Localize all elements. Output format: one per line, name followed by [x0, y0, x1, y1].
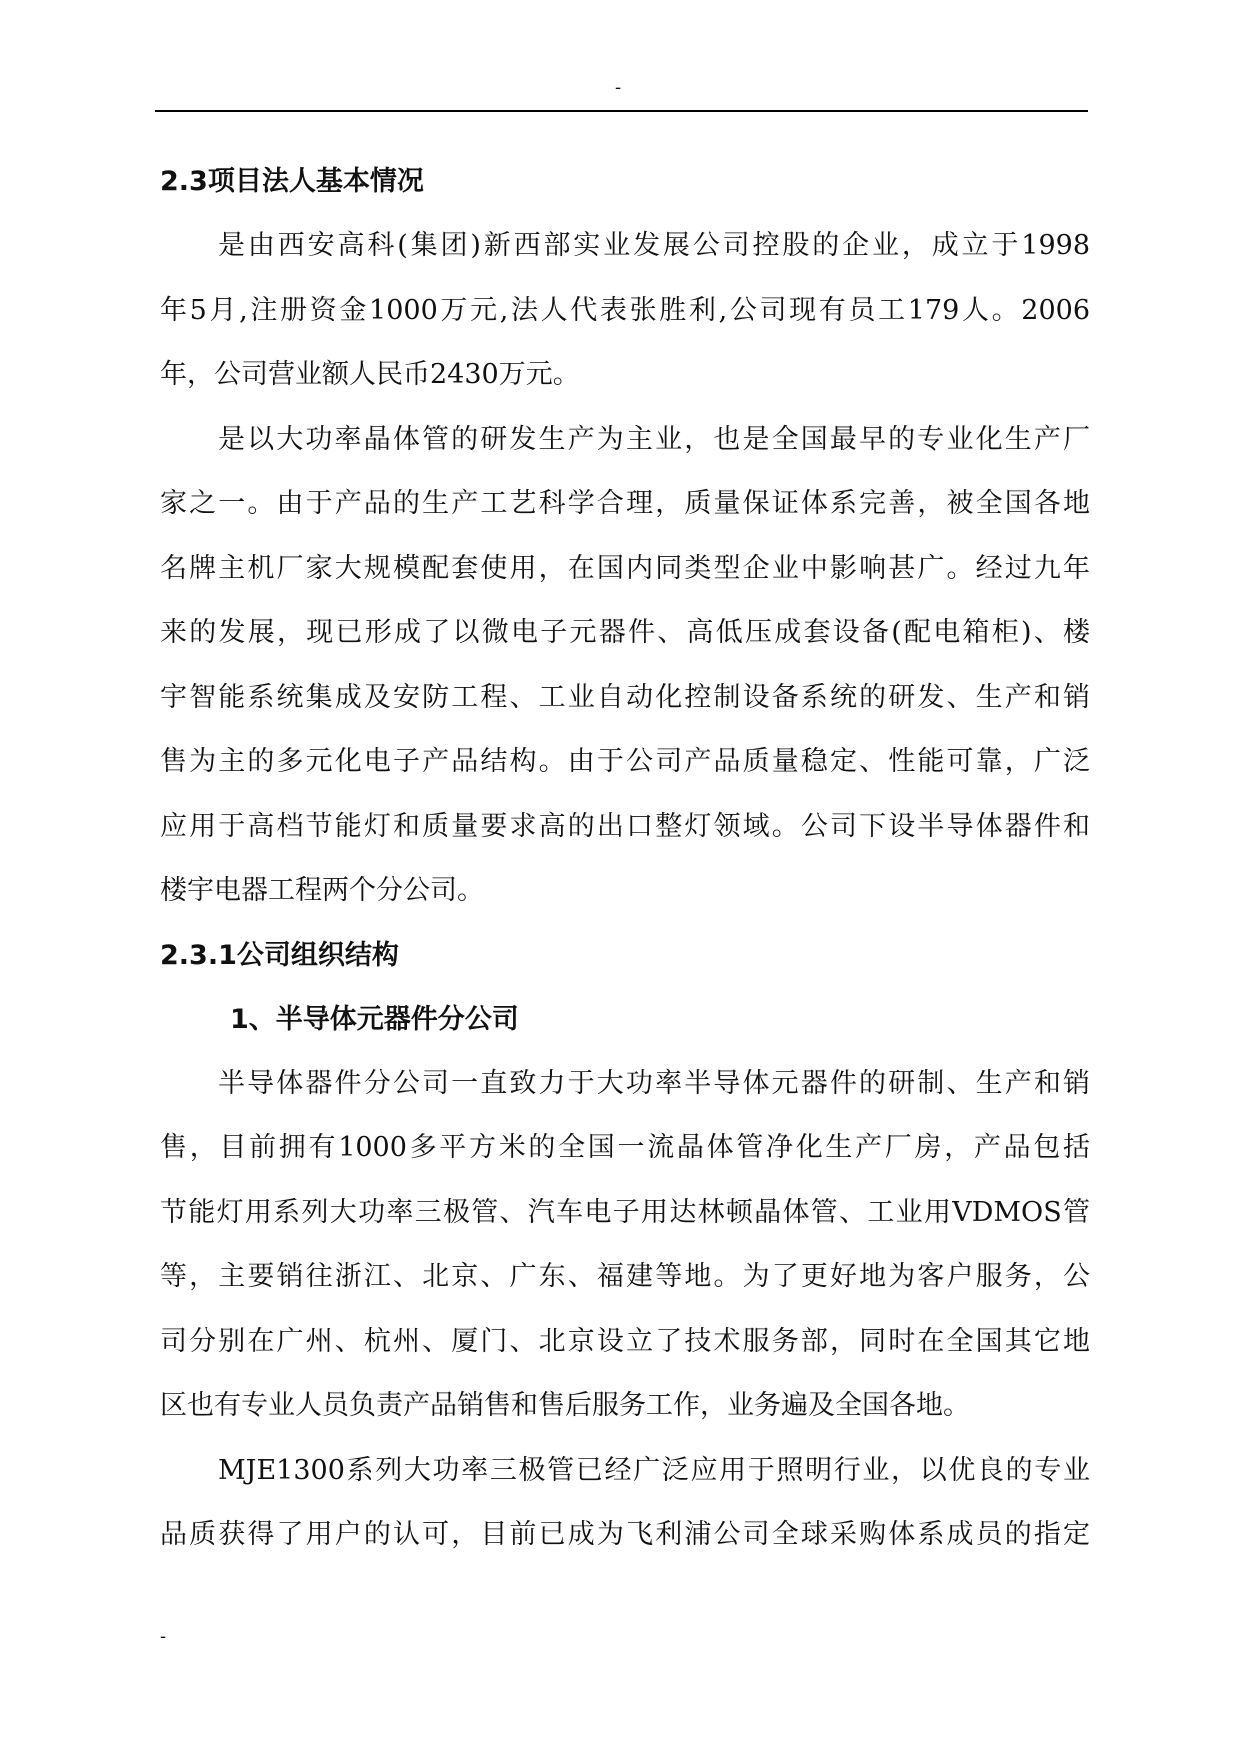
- text-line: 年，公司营业额人民币2430万元。: [160, 359, 580, 390]
- header-mark: -: [615, 77, 622, 98]
- paragraph-company-overview: [160, 214, 1090, 408]
- footer-mark: -: [160, 1626, 167, 1647]
- text-line: 是由西安高科(集团)新西部实业发展公司控股的企业，成立于1998: [218, 230, 1090, 261]
- text-line: MJE1300系列大功率三极管已经广泛应用于照明行业，以优良的专业: [218, 1454, 1090, 1486]
- paragraph-main-business: [160, 408, 1090, 924]
- subsection-heading-semiconductor: 1、半导体元器件分公司: [230, 1003, 519, 1035]
- paragraph-mje1300: [160, 1439, 1090, 1568]
- text-line: 品质获得了用户的认可，目前已成为飞利浦公司全球采购体系成员的指定: [160, 1519, 1090, 1550]
- text-line: 来的发展，现已形成了以微电子元器件、高低压成套设备(配电箱柜)、楼: [160, 617, 1090, 648]
- text-line: 售为主的多元化电子产品结构。由于公司产品质量稳定、性能可靠，广泛: [160, 746, 1090, 777]
- paragraph-semiconductor-branch: [160, 1052, 1090, 1439]
- text-line: 节能灯用系列大功率三极管、汽车电子用达林顿晶体管、工业用VDMOS管: [160, 1196, 1090, 1228]
- text-line: 宇智能系统集成及安防工程、工业自动化控制设备系统的研发、生产和销: [160, 681, 1090, 713]
- section-heading-2-3-1: 2.3.1公司组织结构: [160, 939, 399, 971]
- text-line: 家之一。由于产品的生产工艺科学合理，质量保证体系完善，被全国各地: [160, 488, 1090, 519]
- text-line: 年5月,注册资金1000万元,法人代表张胜利,公司现有员工179人。2006: [160, 294, 1090, 326]
- text-line: 司分别在广州、杭州、厦门、北京设立了技术服务部，同时在全国其它地: [160, 1325, 1090, 1357]
- document-body: [160, 150, 1090, 1568]
- header-rule: [155, 110, 1088, 112]
- text-line: 半导体器件分公司一直致力于大功率半导体元器件的研制、生产和销: [218, 1067, 1090, 1099]
- text-line: 是以大功率晶体管的研发生产为主业，也是全国最早的专业化生产厂: [218, 423, 1090, 455]
- text-line: 区也有专业人员负责产品销售和售后服务工作，业务遍及全国各地。: [160, 1390, 970, 1421]
- text-line: 应用于高档节能灯和质量要求高的出口整灯领域。公司下设半导体器件和: [160, 810, 1090, 842]
- text-line: 等，主要销往浙江、北京、广东、福建等地。为了更好地为客户服务，公: [160, 1261, 1090, 1292]
- section-heading-2-3: 2.3项目法人基本情况: [160, 166, 424, 197]
- text-line: 售，目前拥有1000多平方米的全国一流晶体管净化生产厂房，产品包括: [160, 1132, 1090, 1163]
- text-line: 名牌主机厂家大规模配套使用，在国内同类型企业中影响甚广。经过九年: [160, 552, 1090, 584]
- text-line: 楼宇电器工程两个分公司。: [160, 875, 484, 906]
